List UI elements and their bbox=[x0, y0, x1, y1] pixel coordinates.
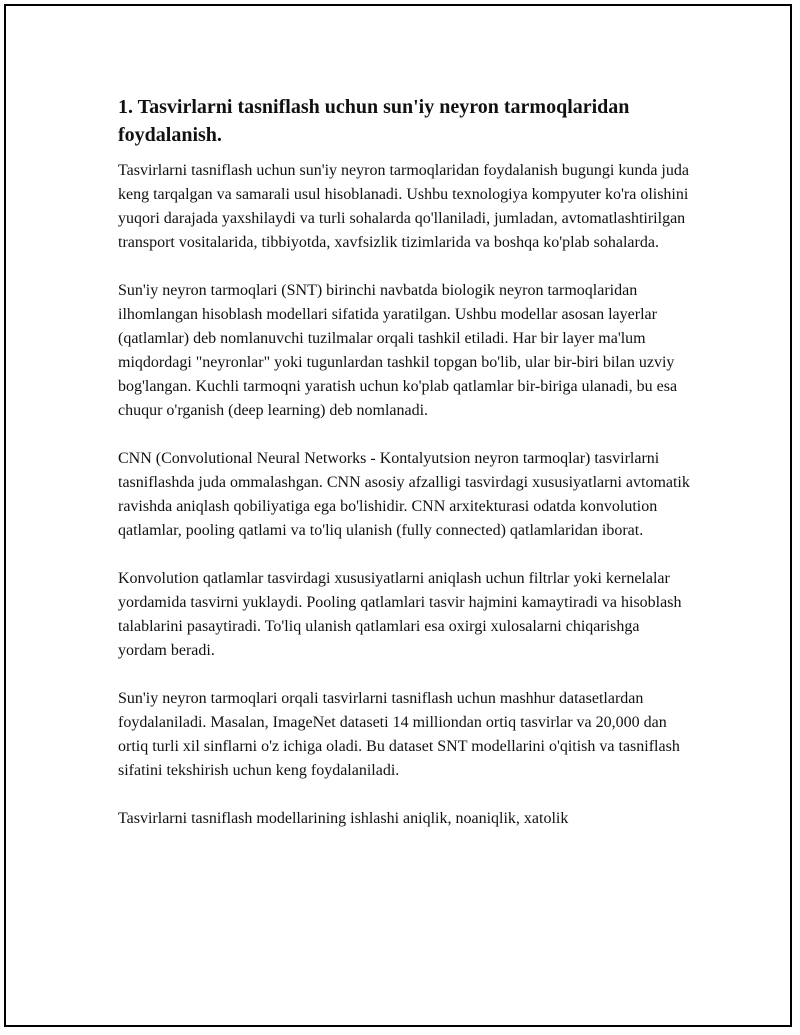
paragraph-cnn: CNN (Convolutional Neural Networks - Kontalyutsion neyron tarmoqlar) tasvirlarni tasniflashda juda ommalashgan. CNN asosiy afzalligi tasvirdagi xususiyatlarni avtomatik ravishda aniqlash qobiliyatiga ega bo'lishidir. CNN arxitekturasi odatda konvolution qatlamlar, pooling qatlami va to'liq ulanish (fully connected) qatlamlaridan iborat. bbox=[118, 450, 690, 539]
document-body bbox=[118, 93, 690, 855]
paragraph-metrics: Tasvirlarni tasniflash modellarining ishlashi aniqlik, noaniqlik, xatolik bbox=[118, 810, 569, 827]
section-heading: 1. Tasvirlarni tasniflash uchun sun'iy neyron tarmoqlaridan foydalanish. bbox=[118, 96, 630, 146]
paragraph-intro: Tasvirlarni tasniflash uchun sun'iy neyron tarmoqlaridan foydalanish bugungi kunda juda keng tarqalgan va samarali usul hisoblanadi. Ushbu texnologiya kompyuter ko'ra olishini yuqori darajada yaxshilaydi va turli sohalarda qo'llaniladi, jumladan, avtomatlashtirilgan transport vositalarida, tibbiyotda, xavfsizlik tizimlarida va boshqa ko'plab sohalarda. bbox=[118, 162, 689, 251]
paragraph-snt: Sun'iy neyron tarmoqlari (SNT) birinchi navbatda biologik neyron tarmoqlaridan ilhomlangan hisoblash modellari sifatida yaratilgan. Ushbu modellar asosan layerlar (qatlamlar) deb nomlanuvchi tuzilmalar orqali tashkil etiladi. Har bir layer ma'lum miqdordagi "neyronlar" yoki tugunlardan tashkil topgan bo'lib, ular bir-biri bilan uzviy bog'langan. Kuchli tarmoqni yaratish uchun ko'plab qatlamlar bir-biriga ulanadi, bu esa chuqur o'rganish (deep learning) deb nomlanadi. bbox=[118, 282, 678, 419]
paragraph-layers: Konvolution qatlamlar tasvirdagi xususiyatlarni aniqlash uchun filtrlar yoki kernelalar yordamida tasvirni yuklaydi. Pooling qatlamlari tasvir hajmini kamaytiradi va hisoblash talablarini pasaytiradi. To'liq ulanish qatlamlari esa oxirgi xulosalarni chiqarishga yordam beradi. bbox=[118, 570, 682, 659]
paragraph-datasets: Sun'iy neyron tarmoqlari orqali tasvirlarni tasniflash uchun mashhur datasetlardan foydalaniladi. Masalan, ImageNet dataseti 14 milliondan ortiq tasvirlar va 20,000 dan ortiq turli xil sinflarni o'z ichiga oladi. Bu dataset SNT modellarini o'qitish va tasniflash sifatini tekshirish uchun keng foydalaniladi. bbox=[118, 690, 680, 779]
